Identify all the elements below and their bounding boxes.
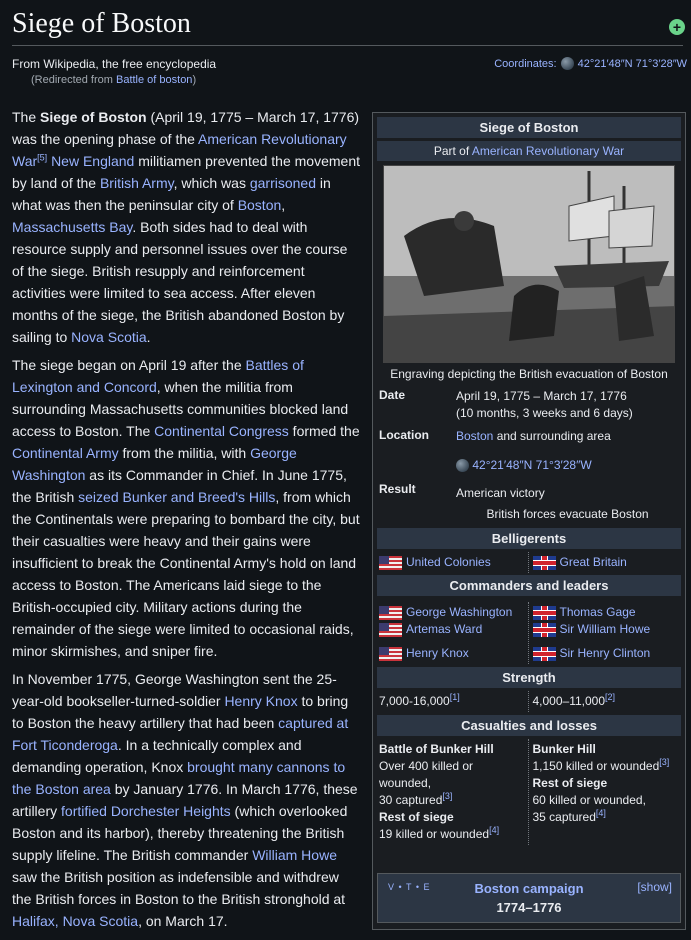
text: . In a technically complex and demanding operation, Knox — [12, 737, 302, 775]
link-george-washington[interactable]: George Washington — [12, 445, 297, 483]
coordinates-label[interactable]: Coordinates: — [494, 57, 557, 70]
date-row — [377, 385, 681, 425]
globe-icon[interactable] — [561, 57, 574, 70]
belligerents-row — [377, 552, 681, 573]
article-subject: Siege of Boston — [40, 109, 147, 125]
result-value — [456, 480, 679, 523]
link-massachusetts-bay[interactable]: Massachusetts Bay — [12, 219, 133, 235]
text: The — [12, 109, 41, 125]
article-body — [12, 106, 362, 938]
result-label: Result — [379, 482, 416, 496]
casualties-value: 30 captured — [379, 793, 443, 807]
date-value — [456, 388, 679, 422]
location-link[interactable]: Boston — [456, 429, 494, 443]
location-rest: and surrounding area — [493, 429, 611, 443]
text: , on March 17. — [138, 913, 228, 929]
link-new-england[interactable]: New England — [51, 153, 135, 169]
strength-right — [528, 691, 682, 712]
text: saw the British position as indefensible and withdrew the British forces in Boston to the British stronghold at — [12, 869, 346, 907]
link-american-revolutionary-war[interactable]: American Revolutionary War — [12, 131, 347, 169]
text: , which was — [173, 175, 250, 191]
citation-link[interactable]: [3] — [659, 757, 670, 767]
text: . — [146, 329, 151, 345]
navbox-title-link[interactable]: Boston campaign — [474, 881, 584, 896]
date-label: Date — [379, 388, 406, 402]
infobox-title: Siege of Boston — [377, 117, 681, 138]
casualties-heading: Battle of Bunker Hill — [379, 742, 494, 756]
link-halifax[interactable]: Halifax, Nova Scotia — [12, 913, 139, 929]
text: The siege began on April 19 after the — [12, 357, 246, 373]
belligerent-right — [528, 552, 682, 573]
text: (which overlooked Boston and its harbor), thereby threatening the British supply lifeline. The British commander — [12, 803, 348, 863]
link-continental-congress[interactable]: Continental Congress — [154, 423, 289, 439]
link-commander[interactable]: Sir William Howe — [559, 622, 651, 636]
text: formed the — [288, 423, 360, 439]
strength-left — [377, 691, 528, 712]
casualties-value: 1,150 killed or wounded — [532, 759, 660, 773]
link-commander[interactable]: Thomas Gage — [559, 605, 636, 619]
text: from the militia, with — [118, 445, 251, 461]
coordinates — [494, 57, 687, 70]
campaign-navbox — [377, 873, 681, 923]
link-dorchester-heights[interactable]: fortified Dorchester Heights — [61, 803, 231, 819]
gb-flag-icon — [533, 647, 556, 661]
link-garrisoned[interactable]: garrisoned — [249, 175, 316, 191]
location-label: Location — [379, 428, 429, 442]
vte-links[interactable]: V • T • E — [388, 882, 431, 892]
redirect-prefix: (Redirected from — [31, 74, 116, 86]
link-lexington-concord[interactable]: Battles of Lexington and Concord — [12, 357, 304, 395]
link-fort-ticonderoga[interactable]: captured at Fort Ticonderoga — [12, 715, 349, 753]
belligerent-left — [377, 552, 528, 573]
link-william-howe[interactable]: William Howe — [252, 847, 337, 863]
redirect-link[interactable]: Battle of boston — [115, 74, 193, 86]
paragraph-1 — [12, 106, 362, 348]
link-commander[interactable]: Henry Knox — [406, 646, 469, 660]
strength-left-value: 7,000-16,000 — [379, 694, 450, 708]
link-commander[interactable]: Sir Henry Clinton — [559, 646, 651, 660]
location-row — [377, 425, 681, 477]
us-flag-icon — [379, 647, 402, 661]
text: by January 1776. In March 1776, these artillery — [12, 781, 358, 819]
casualties-value: 60 killed or wounded, — [532, 793, 646, 807]
casualties-left — [377, 739, 528, 845]
citation-link[interactable]: [4] — [595, 808, 606, 818]
link-great-britain[interactable]: Great Britain — [559, 555, 627, 569]
strength-right-value: 4,000–11,000 — [532, 694, 606, 708]
citation-link[interactable]: [1] — [449, 692, 460, 702]
casualties-right — [528, 739, 682, 845]
link-boston[interactable]: Boston — [237, 197, 282, 213]
tagline: From Wikipedia, the free encyclopedia — [12, 57, 217, 71]
us-flag-icon — [379, 556, 402, 570]
result-row — [377, 477, 681, 526]
text: In November 1775, George Washington sent the 25-year-old bookseller-turned-soldier — [12, 671, 337, 709]
citation-link[interactable]: [2] — [605, 692, 616, 702]
image-caption: Engraving depicting the British evacuation of Boston — [390, 367, 668, 381]
paragraph-2 — [12, 354, 362, 662]
infobox — [372, 112, 686, 930]
strength-row — [377, 691, 681, 712]
link-united-colonies[interactable]: United Colonies — [406, 555, 491, 569]
gb-flag-icon — [533, 623, 556, 637]
link-british-army[interactable]: British Army — [99, 175, 174, 191]
text: in what was then the peninsular city of — [12, 175, 331, 213]
globe-icon[interactable] — [456, 459, 469, 472]
casualties-value: Over 400 killed or wounded, — [379, 759, 474, 790]
engraving-image[interactable] — [383, 165, 675, 363]
part-of-prefix: Part of — [433, 144, 472, 158]
show-toggle[interactable]: [show] — [637, 880, 672, 894]
text: to bring to Boston the heavy artillery that had been — [12, 693, 349, 731]
belligerents-header: Belligerents — [377, 528, 681, 549]
text: , — [281, 197, 286, 213]
text: , from which the Continentals were preparing to bombard the city, but their casualties were heavy and their gains were insufficient to break the Continental Army's hold on land access to Boston. The Americans laid siege to the British-occupied city. Military actions during the remainder of the siege were limited to occasional raids, minor skirmishes, and sniper fire. — [12, 489, 360, 659]
casualties-value: 19 killed or wounded — [379, 827, 490, 841]
commanders-left — [377, 602, 528, 664]
casualties-heading: Rest of siege — [532, 776, 608, 790]
engraving-illustration — [384, 166, 675, 363]
page-title: Siege of Boston — [12, 8, 191, 39]
casualties-heading: Rest of siege — [379, 810, 454, 824]
gb-flag-icon — [533, 556, 556, 570]
redirect-note — [31, 74, 196, 86]
link-bunker-hill[interactable]: seized Bunker and Breed's Hills — [78, 489, 276, 505]
citation-link[interactable]: [5] — [37, 152, 48, 163]
casualties-heading: Bunker Hill — [532, 742, 596, 756]
commanders-header: Commanders and leaders — [377, 575, 681, 596]
location-coords-link[interactable]: 42°21′48″N 71°3′28″W — [472, 458, 592, 472]
link-commander[interactable]: George Washington — [406, 605, 513, 619]
text: , when the militia from surrounding Massachusetts communities blocked land access to Boston. The — [12, 379, 349, 439]
date-range: April 19, 1775 – March 17, 1776 — [456, 389, 627, 403]
text: (April 19, 1775 – March 17, 1776) was the opening phase of the — [12, 109, 360, 147]
citation-link[interactable]: [3] — [442, 791, 453, 801]
title-divider — [12, 45, 683, 46]
infobox-part-of — [377, 141, 681, 161]
casualties-value: 35 captured — [532, 810, 596, 824]
location-value — [456, 428, 679, 474]
commanders-right — [528, 602, 682, 664]
link-cannons[interactable]: brought many cannons to the Boston area — [12, 759, 346, 797]
link-continental-army[interactable]: Continental Army — [12, 445, 119, 461]
gb-flag-icon — [533, 606, 556, 620]
us-flag-icon — [379, 606, 402, 620]
date-duration: (10 months, 3 weeks and 6 days) — [456, 406, 633, 420]
strength-header: Strength — [377, 667, 681, 688]
paragraph-3 — [12, 668, 362, 932]
navbox-years: 1774–1776 — [496, 900, 562, 915]
link-commander[interactable]: Artemas Ward — [406, 622, 483, 636]
text: militiamen prevented the movement by land of the — [12, 153, 361, 191]
casualties-row — [377, 739, 681, 845]
link-nova-scotia[interactable]: Nova Scotia — [71, 329, 147, 345]
casualties-header: Casualties and losses — [377, 715, 681, 736]
commanders-row — [377, 602, 681, 664]
part-of-link[interactable]: American Revolutionary War — [471, 144, 625, 158]
result-main: American victory — [456, 486, 545, 500]
add-icon[interactable]: + — [669, 19, 685, 35]
us-flag-icon — [379, 623, 402, 637]
text: as its Commander in Chief. In June 1775, the British — [12, 467, 347, 505]
citation-link[interactable]: [4] — [489, 825, 500, 835]
result-detail: British forces evacuate Boston — [486, 507, 649, 521]
text: . Both sides had to deal with resource supply and personnel issues over the course of the siege. British resupply and reinforcement activities were limited to sea access. After eleven months of the siege, the British abandoned Boston by sailing to — [12, 219, 348, 345]
redirect-suffix: ) — [192, 74, 197, 86]
coordinates-link[interactable]: 42°21′48″N 71°3′28″W — [577, 57, 687, 70]
link-henry-knox[interactable]: Henry Knox — [224, 693, 298, 709]
